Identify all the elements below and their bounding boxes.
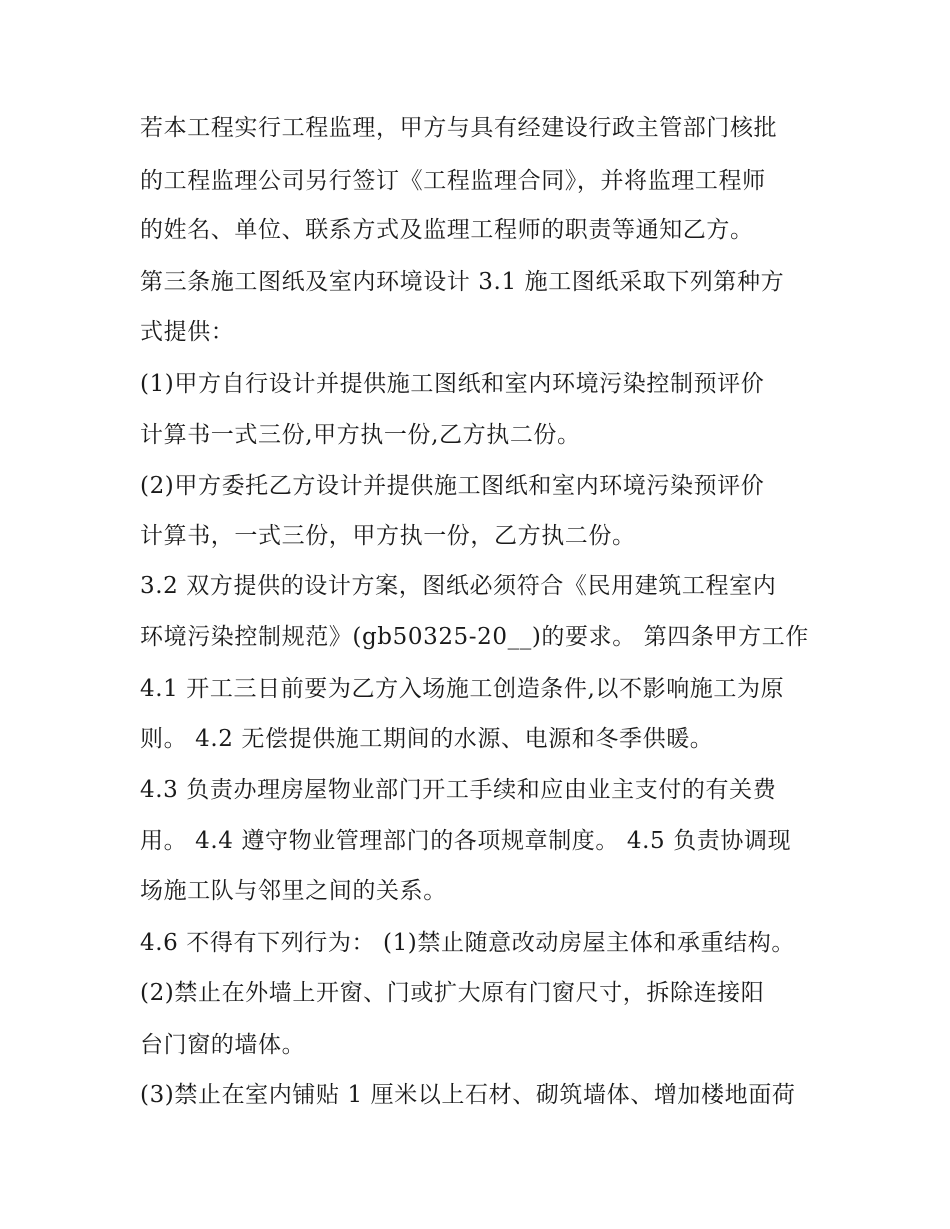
text-line: 若本工程实行工程监理，甲方与具有经建设行政主管部门核批 xyxy=(140,115,778,141)
text-line: 场施工队与邻里之间的关系。 xyxy=(140,878,447,904)
text-line: 式提供： xyxy=(140,319,235,345)
text-line: (1)甲方自行设计并提供施工图纸和室内环境污染控制预评价 xyxy=(140,371,765,397)
text-line: 3.2 双方提供的设计方案，图纸必须符合《民用建筑工程室内 xyxy=(140,573,777,599)
text-line: 4.6 不得有下列行为： (1)禁止随意改动房屋主体和承重结构。 xyxy=(140,930,795,956)
text-line: 则。 4.2 无偿提供施工期间的水源、电源和冬季供暖。 xyxy=(140,726,714,752)
text-line: (2)禁止在外墙上开窗、门或扩大原有门窗尺寸，拆除连接阳 xyxy=(140,980,765,1006)
text-line: 计算书，一式三份，甲方执一份，乙方执二份。 xyxy=(140,523,636,549)
text-line: 计算书一式三份,甲方执一份,乙方执二份。 xyxy=(140,422,581,448)
text-line: 用。 4.4 遵守物业管理部门的各项规章制度。 4.5 负责协调现 xyxy=(140,828,792,854)
text-line: (2)甲方委托乙方设计并提供施工图纸和室内环境污染预评价 xyxy=(140,473,765,499)
text-line: 的姓名、单位、联系方式及监理工程师的职责等通知乙方。 xyxy=(140,217,754,243)
text-line: 的工程监理公司另行签订《工程监理合同》，并将监理工程师 xyxy=(140,168,766,194)
text-line: 第三条施工图纸及室内环境设计 3.1 施工图纸采取下列第种方 xyxy=(140,269,785,295)
text-line: (3)禁止在室内铺贴 1 厘米以上石材、砌筑墙体、增加楼地面荷 xyxy=(140,1082,796,1108)
text-line: 环境污染控制规范》(gb50325-20__)的要求。 第四条甲方工作 xyxy=(140,624,809,650)
text-line: 4.1 开工三日前要为乙方入场施工创造条件,以不影响施工为原 xyxy=(140,676,785,702)
text-line: 台门窗的墙体。 xyxy=(140,1032,306,1058)
text-line: 4.3 负责办理房屋物业部门开工手续和应由业主支付的有关费 xyxy=(140,777,777,803)
